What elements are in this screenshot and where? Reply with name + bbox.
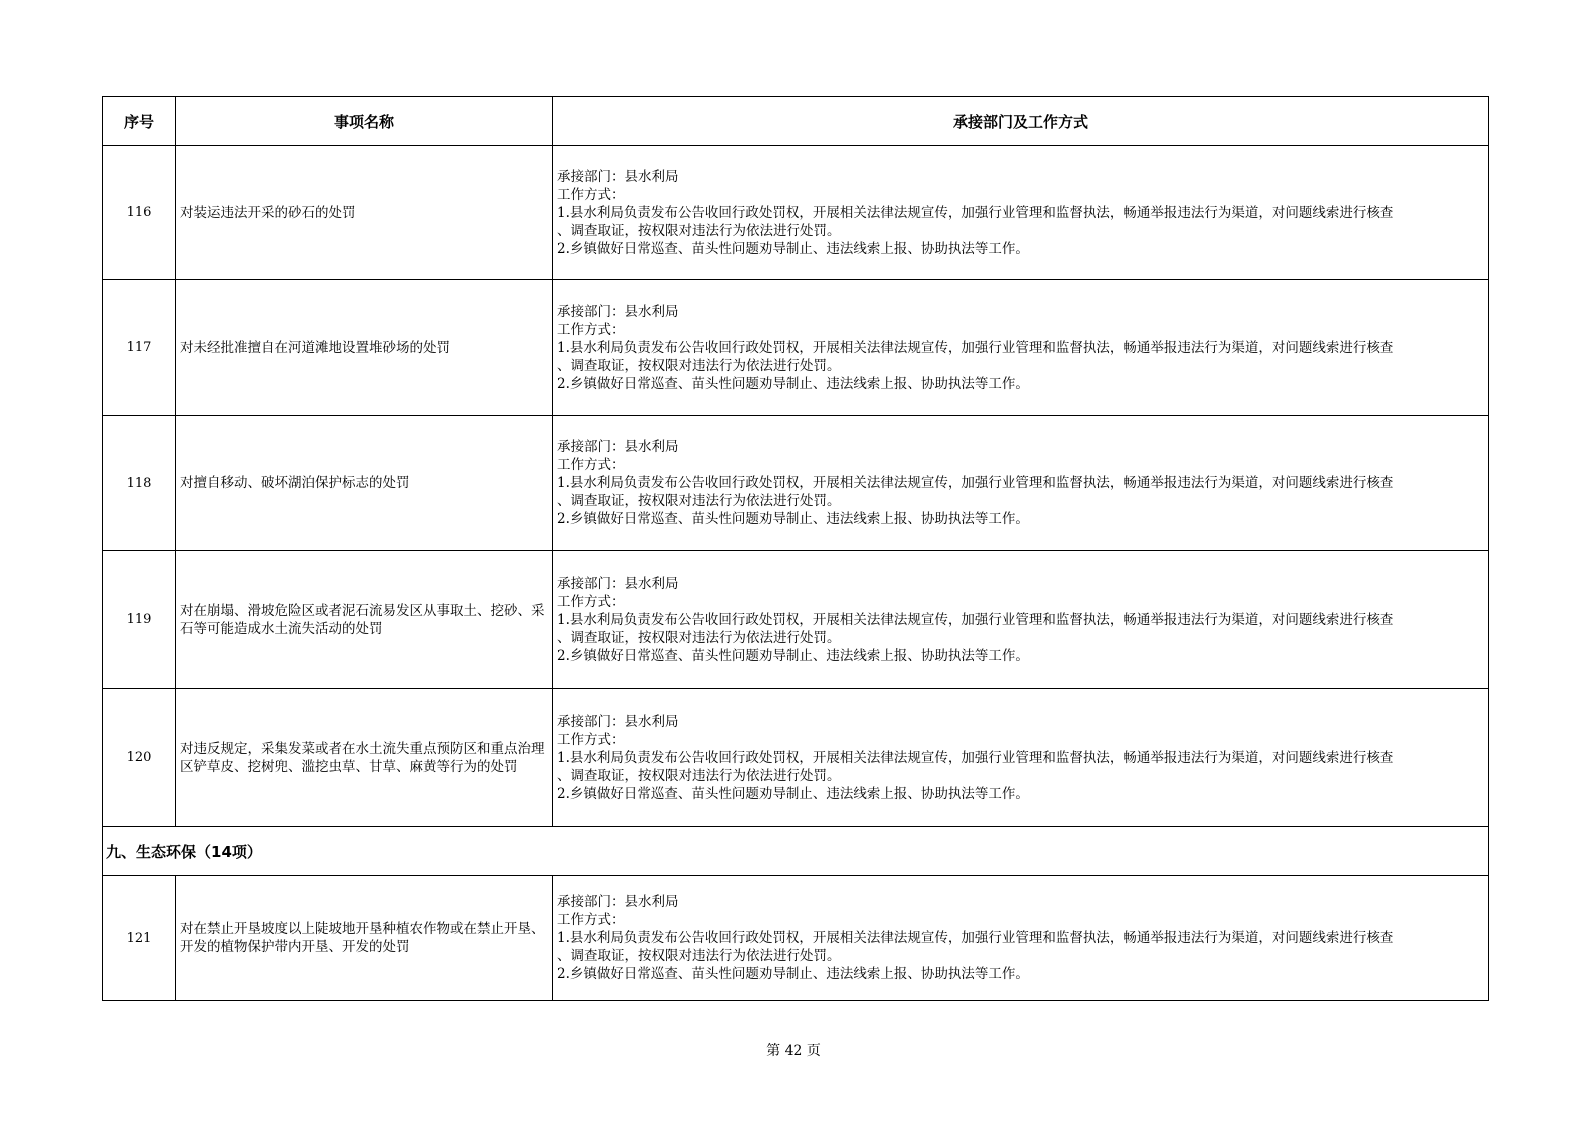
- method-line-1b: 、调查取证，按权限对违法行为依法进行处罚。: [557, 357, 841, 374]
- method-line-1b: 、调查取证，按权限对违法行为依法进行处罚。: [557, 493, 841, 509]
- row-number: 117: [103, 280, 176, 416]
- row-item-name: 对在崩塌、滑坡危险区或者泥石流易发区从事取土、挖砂、采石等可能造成水土流失活动的处罚: [176, 551, 553, 689]
- method-line-2: 2.乡镇做好日常巡查、苗头性问题劝导制止、违法线索上报、协助执法等工作。: [557, 966, 1029, 982]
- section-row: [103, 827, 1489, 876]
- section-title: 九、生态环保（14项）: [103, 827, 1489, 876]
- method-line-1a: 1.县水利局负责发布公告收回行政处罚权，开展相关法律法规宣传，加强行业管理和监督执法，畅通举报违法行为渠道，对问题线索进行核查: [557, 930, 1394, 946]
- table-row: [103, 416, 1489, 551]
- method-label: 工作方式：: [557, 731, 625, 748]
- method-label: 工作方式：: [557, 186, 625, 203]
- method-line-2: 2.乡镇做好日常巡查、苗头性问题劝导制止、违法线索上报、协助执法等工作。: [557, 240, 1029, 257]
- method-line-1a: 1.县水利局负责发布公告收回行政处罚权，开展相关法律法规宣传，加强行业管理和监督执法，畅通举报违法行为渠道，对问题线索进行核查: [557, 611, 1394, 628]
- header-row: [103, 97, 1489, 146]
- table-row: [103, 280, 1489, 416]
- method-line-2: 2.乡镇做好日常巡查、苗头性问题劝导制止、违法线索上报、协助执法等工作。: [557, 511, 1029, 527]
- row-detail: [553, 876, 1489, 1001]
- row-item-name: 对违反规定，采集发菜或者在水土流失重点预防区和重点治理区铲草皮、挖树兜、滥挖虫草、甘草、麻黄等行为的处罚: [176, 689, 553, 827]
- matters-table: [102, 96, 1489, 1001]
- method-label: 工作方式：: [557, 457, 625, 473]
- method-label: 工作方式：: [557, 321, 625, 338]
- row-item-name: 对未经批准擅自在河道滩地设置堆砂场的处罚: [176, 280, 553, 416]
- method-line-1b: 、调查取证，按权限对违法行为依法进行处罚。: [557, 629, 841, 646]
- page-number: 第 42 页: [766, 1043, 821, 1059]
- method-line-1a: 1.县水利局负责发布公告收回行政处罚权，开展相关法律法规宣传，加强行业管理和监督执法，畅通举报违法行为渠道，对问题线索进行核查: [557, 204, 1394, 221]
- row-number: 120: [103, 689, 176, 827]
- row-detail: [553, 551, 1489, 689]
- dept-line: 承接部门：县水利局: [557, 713, 679, 730]
- row-detail: [553, 416, 1489, 551]
- method-label: 工作方式：: [557, 593, 625, 610]
- method-line-1a: 1.县水利局负责发布公告收回行政处罚权，开展相关法律法规宣传，加强行业管理和监督执法，畅通举报违法行为渠道，对问题线索进行核查: [557, 749, 1394, 766]
- method-label: 工作方式：: [557, 912, 625, 928]
- header-dept-method: 承接部门及工作方式: [553, 97, 1489, 146]
- method-line-1b: 、调查取证，按权限对违法行为依法进行处罚。: [557, 767, 841, 784]
- row-item-name: 对擅自移动、破坏湖泊保护标志的处罚: [176, 416, 553, 551]
- row-detail: [553, 146, 1489, 280]
- method-line-1b: 、调查取证，按权限对违法行为依法进行处罚。: [557, 222, 841, 239]
- dept-line: 承接部门：县水利局: [557, 439, 679, 455]
- header-serial: 序号: [103, 97, 176, 146]
- method-line-2: 2.乡镇做好日常巡查、苗头性问题劝导制止、违法线索上报、协助执法等工作。: [557, 375, 1029, 392]
- row-detail: [553, 689, 1489, 827]
- table-row: [103, 551, 1489, 689]
- method-line-1a: 1.县水利局负责发布公告收回行政处罚权，开展相关法律法规宣传，加强行业管理和监督执法，畅通举报违法行为渠道，对问题线索进行核查: [557, 475, 1394, 491]
- table-row: [103, 689, 1489, 827]
- row-detail: [553, 280, 1489, 416]
- table-row: [103, 146, 1489, 280]
- dept-line: 承接部门：县水利局: [557, 303, 679, 320]
- header-item-name: 事项名称: [176, 97, 553, 146]
- row-item-name: 对装运违法开采的砂石的处罚: [176, 146, 553, 280]
- row-item-name: 对在禁止开垦坡度以上陡坡地开垦种植农作物或在禁止开垦、开发的植物保护带内开垦、开发的处罚: [176, 876, 553, 1001]
- method-line-1a: 1.县水利局负责发布公告收回行政处罚权，开展相关法律法规宣传，加强行业管理和监督执法，畅通举报违法行为渠道，对问题线索进行核查: [557, 339, 1394, 356]
- method-line-1b: 、调查取证，按权限对违法行为依法进行处罚。: [557, 948, 841, 964]
- method-line-2: 2.乡镇做好日常巡查、苗头性问题劝导制止、违法线索上报、协助执法等工作。: [557, 785, 1029, 802]
- row-number: 119: [103, 551, 176, 689]
- method-line-2: 2.乡镇做好日常巡查、苗头性问题劝导制止、违法线索上报、协助执法等工作。: [557, 647, 1029, 664]
- dept-line: 承接部门：县水利局: [557, 894, 679, 910]
- row-number: 118: [103, 416, 176, 551]
- dept-line: 承接部门：县水利局: [557, 575, 679, 592]
- row-number: 116: [103, 146, 176, 280]
- row-number: 121: [103, 876, 176, 1001]
- dept-line: 承接部门：县水利局: [557, 168, 679, 185]
- table-row: [103, 876, 1489, 1001]
